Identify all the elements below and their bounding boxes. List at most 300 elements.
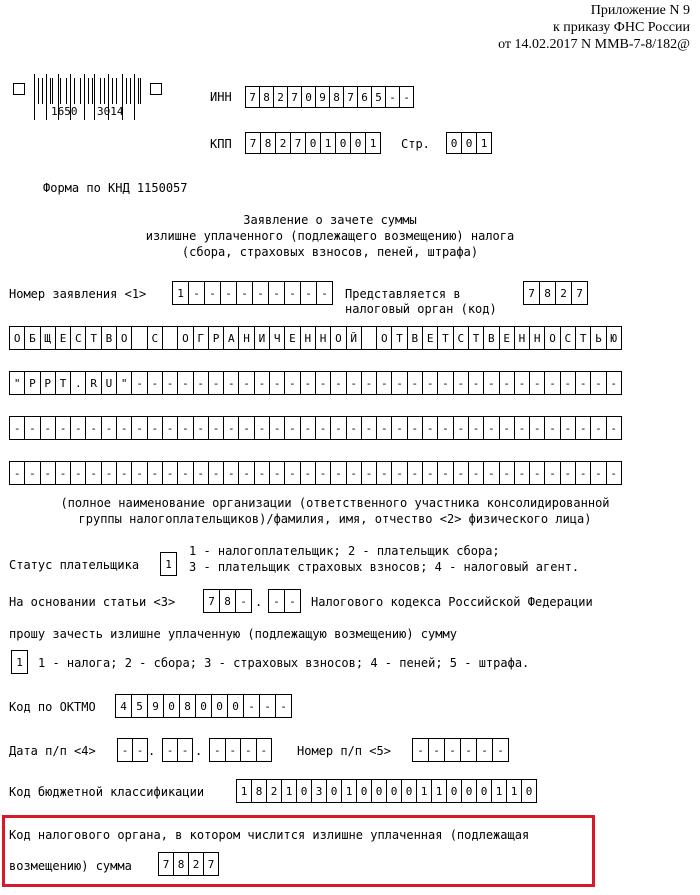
digit-cell: 8	[260, 132, 276, 154]
digit-cell: 2	[266, 779, 282, 803]
digit-cell: -	[162, 371, 178, 395]
digit-cell: -	[412, 738, 429, 762]
barcode-bar	[88, 78, 89, 104]
payer-status-label: Статус плательщика	[9, 558, 140, 572]
digit-cell: "	[9, 371, 25, 395]
digit-cell: 7	[245, 132, 261, 154]
barcode-bar	[140, 78, 141, 104]
digit-cell: -	[209, 738, 226, 762]
digit-cell: С	[560, 326, 576, 350]
digit-cell: -	[55, 416, 71, 440]
digit-cell	[162, 326, 178, 350]
digit-cell: -	[330, 461, 346, 485]
digit-cell: 0	[227, 694, 244, 718]
digit-cell: -	[275, 694, 292, 718]
digit-cell: -	[101, 416, 117, 440]
appendix-header	[498, 2, 690, 53]
digit-cell: -	[254, 416, 270, 440]
digit-cell: 0	[211, 694, 228, 718]
page-number-field[interactable]	[446, 132, 491, 154]
digit-cell: 1	[416, 779, 432, 803]
digit-cell: -	[437, 461, 453, 485]
digit-cell: 0	[305, 132, 321, 154]
digit-cell: -	[606, 416, 622, 440]
digit-cell: -	[85, 416, 101, 440]
digit-cell: -	[407, 461, 423, 485]
digit-cell: 1	[431, 779, 447, 803]
digit-cell: -	[131, 416, 147, 440]
digit-cell: -	[101, 461, 117, 485]
digit-cell: В	[483, 326, 499, 350]
digit-cell: "	[116, 371, 132, 395]
digit-cell: 0	[326, 779, 342, 803]
digit-cell: 8	[173, 852, 189, 876]
digit-cell: Щ	[40, 326, 56, 350]
article-number-field[interactable]	[203, 589, 251, 613]
digit-cell: -	[346, 416, 362, 440]
digit-cell: -	[544, 371, 560, 395]
digit-cell: 8	[179, 694, 196, 718]
form-title	[0, 212, 660, 260]
digit-cell: 8	[539, 281, 556, 305]
digit-cell: -	[437, 416, 453, 440]
digit-cell: -	[162, 738, 178, 762]
overpaid-authority-label-line1: Код налогового органа, в котором числится излишне уплаченная (подлежащая	[9, 828, 530, 842]
digit-cell: -	[300, 281, 317, 305]
digit-cell: -	[238, 416, 254, 440]
digit-cell: Н	[529, 326, 545, 350]
digit-cell: -	[24, 416, 40, 440]
digit-cell: 0	[461, 132, 477, 154]
digit-cell: 1	[160, 552, 177, 576]
digit-cell: -	[361, 416, 377, 440]
digit-cell: -	[116, 416, 132, 440]
barcode-bar	[84, 74, 85, 120]
digit-cell: А	[223, 326, 239, 350]
digit-cell: -	[235, 589, 252, 613]
digit-cell: Е	[499, 326, 515, 350]
digit-cell: 1	[476, 132, 492, 154]
digit-cell: -	[590, 416, 606, 440]
digit-cell: 0	[386, 779, 402, 803]
payment-date-day[interactable]	[117, 738, 147, 762]
digit-cell: Р	[208, 326, 224, 350]
tax-authority-label	[345, 287, 497, 317]
digit-cell: 1	[281, 779, 297, 803]
digit-cell: -	[422, 371, 438, 395]
digit-cell: 8	[251, 779, 267, 803]
digit-cell: 1	[365, 132, 381, 154]
digit-cell: -	[514, 461, 530, 485]
digit-cell: Т	[468, 326, 484, 350]
barcode-bar	[92, 78, 93, 104]
digit-cell: -	[407, 416, 423, 440]
digit-cell: -	[385, 86, 400, 108]
digit-cell: -	[444, 738, 461, 762]
digit-cell: -	[193, 416, 209, 440]
digit-cell: -	[606, 371, 622, 395]
digit-cell: -	[177, 738, 193, 762]
digit-cell: -	[483, 416, 499, 440]
payment-number-field[interactable]	[412, 738, 508, 762]
digit-cell: Н	[514, 326, 530, 350]
application-number-label: Номер заявления <1>	[9, 287, 147, 301]
digit-cell: -	[238, 371, 254, 395]
payment-date-month[interactable]	[162, 738, 192, 762]
appendix-line2: к приказу ФНС России	[552, 20, 690, 35]
digit-cell: -	[223, 371, 239, 395]
barcode-right-number: 3014	[97, 105, 124, 118]
digit-cell: -	[529, 461, 545, 485]
digit-cell: -	[590, 461, 606, 485]
digit-cell: -	[407, 371, 423, 395]
digit-cell: 7	[203, 589, 220, 613]
kbk-field[interactable]	[236, 779, 536, 803]
digit-cell: Ч	[269, 326, 285, 350]
barcode-left-number: 1650	[51, 105, 78, 118]
corner-marker-left	[13, 83, 25, 95]
digit-cell: О	[177, 326, 193, 350]
digit-cell: -	[514, 371, 530, 395]
barcode-bar	[42, 78, 43, 104]
article-label: На основании статьи <3>	[9, 595, 176, 609]
digit-cell: Т	[85, 326, 101, 350]
digit-cell: -	[147, 371, 163, 395]
digit-cell: Й	[346, 326, 362, 350]
digit-cell: -	[422, 461, 438, 485]
payment-number-label: Номер п/п <5>	[297, 744, 391, 758]
barcode-bar	[38, 78, 39, 104]
digit-cell: 7	[571, 281, 588, 305]
overpaid-authority-label-line2: возмещению) сумма	[9, 859, 132, 873]
digit-cell: Н	[315, 326, 331, 350]
digit-cell: -	[204, 281, 221, 305]
request-text: прошу зачесть излишне уплаченную (подлежащую возмещению) сумму	[9, 627, 457, 641]
digit-cell: 8	[219, 589, 236, 613]
digit-cell: -	[223, 416, 239, 440]
digit-cell: -	[453, 416, 469, 440]
digit-cell: Т	[437, 326, 453, 350]
digit-cell: -	[269, 461, 285, 485]
digit-cell: -	[376, 461, 392, 485]
digit-cell: -	[560, 416, 576, 440]
digit-cell: -	[208, 416, 224, 440]
digit-cell: -	[70, 416, 86, 440]
payment-type-description: 1 - налога; 2 - сбора; 3 - страховых взносов; 4 - пеней; 5 - штрафа.	[38, 656, 530, 670]
digit-cell: -	[575, 461, 591, 485]
digit-cell: 3	[311, 779, 327, 803]
digit-cell: -	[236, 281, 253, 305]
payer-status-desc-line1: 1 - налогоплательщик; 2 - плательщик сбора;	[189, 544, 500, 558]
digit-cell: -	[132, 738, 148, 762]
digit-cell: -	[468, 416, 484, 440]
payment-type-field[interactable]	[11, 650, 27, 674]
digit-cell: 2	[188, 852, 204, 876]
digit-cell: 0	[401, 779, 417, 803]
digit-cell: Е	[422, 326, 438, 350]
digit-cell: -	[468, 461, 484, 485]
digit-cell: В	[407, 326, 423, 350]
org-name-row-2[interactable]	[9, 371, 621, 395]
digit-cell: 4	[115, 694, 132, 718]
digit-cell: -	[499, 371, 515, 395]
digit-cell: -	[85, 461, 101, 485]
digit-cell: -	[422, 416, 438, 440]
title-line3: (сбора, страховых взносов, пеней, штрафа)	[181, 245, 479, 259]
digit-cell: -	[193, 461, 209, 485]
digit-cell: 7	[245, 86, 260, 108]
digit-cell: -	[268, 589, 285, 613]
digit-cell: -	[177, 461, 193, 485]
digit-cell: -	[162, 416, 178, 440]
org-name-caption	[0, 495, 670, 527]
digit-cell: О	[376, 326, 392, 350]
payer-status-field[interactable]	[160, 552, 176, 576]
digit-cell: R	[85, 371, 101, 395]
oktmo-field[interactable]	[115, 694, 291, 718]
digit-cell: -	[269, 371, 285, 395]
digit-cell: -	[284, 416, 300, 440]
digit-cell: С	[453, 326, 469, 350]
overpaid-authority-code-field[interactable]	[158, 852, 218, 876]
digit-cell: 0	[195, 694, 212, 718]
digit-cell: -	[606, 461, 622, 485]
digit-cell: 7	[287, 86, 302, 108]
digit-cell: 1	[491, 779, 507, 803]
digit-cell: 0	[446, 779, 462, 803]
digit-cell: -	[284, 281, 301, 305]
digit-cell: -	[40, 461, 56, 485]
oktmo-label: Код по ОКТМО	[9, 700, 96, 714]
appendix-line1: Приложение N 9	[590, 3, 690, 18]
digit-cell: -	[460, 738, 477, 762]
kpp-field[interactable]	[245, 132, 380, 154]
digit-cell: 0	[476, 779, 492, 803]
digit-cell: -	[437, 371, 453, 395]
digit-cell: -	[40, 416, 56, 440]
digit-cell: 0	[521, 779, 537, 803]
payment-date-label: Дата п/п <4>	[9, 744, 96, 758]
corner-marker-right	[150, 83, 162, 95]
barcode-bar	[50, 78, 51, 104]
digit-cell: -	[188, 281, 205, 305]
digit-cell: С	[147, 326, 163, 350]
digit-cell: И	[254, 326, 270, 350]
digit-cell: 1	[236, 779, 252, 803]
digit-cell: 0	[163, 694, 180, 718]
digit-cell: -	[499, 461, 515, 485]
digit-cell: -	[9, 416, 25, 440]
barcode-bar	[66, 78, 67, 104]
digit-cell: О	[330, 326, 346, 350]
digit-cell: -	[256, 738, 273, 762]
digit-cell: -	[284, 461, 300, 485]
barcode-bar	[104, 78, 105, 104]
barcode-bar	[60, 78, 61, 104]
digit-cell: -	[330, 416, 346, 440]
digit-cell: -	[346, 461, 362, 485]
digit-cell: 8	[259, 86, 274, 108]
digit-cell: 0	[371, 779, 387, 803]
barcode-bar	[52, 78, 53, 104]
digit-cell: О	[116, 326, 132, 350]
digit-cell: U	[101, 371, 117, 395]
digit-cell: -	[453, 371, 469, 395]
digit-cell: -	[70, 461, 86, 485]
digit-cell	[361, 326, 377, 350]
digit-cell: Ю	[606, 326, 622, 350]
digit-cell: -	[575, 416, 591, 440]
digit-cell: Г	[193, 326, 209, 350]
barcode-bar	[46, 74, 47, 120]
digit-cell: T	[55, 371, 71, 395]
org-name-row-3[interactable]	[9, 416, 621, 440]
digit-cell: -	[220, 281, 237, 305]
title-line1: Заявление о зачете суммы	[243, 213, 417, 227]
digit-cell: Ь	[590, 326, 606, 350]
digit-cell: -	[177, 371, 193, 395]
highlight-frame	[2, 815, 595, 887]
digit-cell: 9	[147, 694, 164, 718]
article-suffix: Налогового кодекса Российской Федерации	[311, 595, 593, 609]
digit-cell: -	[131, 371, 147, 395]
digit-cell: 2	[273, 86, 288, 108]
digit-cell: -	[492, 738, 509, 762]
digit-cell: 7	[343, 86, 358, 108]
digit-cell: 0	[461, 779, 477, 803]
digit-cell: -	[361, 461, 377, 485]
digit-cell: -	[24, 461, 40, 485]
page-label: Стр.	[401, 137, 430, 151]
digit-cell: -	[529, 416, 545, 440]
digit-cell: -	[254, 371, 270, 395]
tax-authority-code-field[interactable]	[523, 281, 587, 305]
digit-cell: -	[483, 461, 499, 485]
digit-cell: -	[376, 416, 392, 440]
digit-cell: Е	[55, 326, 71, 350]
digit-cell: -	[544, 461, 560, 485]
org-name-row-1[interactable]	[9, 326, 621, 350]
digit-cell: -	[468, 371, 484, 395]
digit-cell: 7	[290, 132, 306, 154]
digit-cell: -	[259, 694, 276, 718]
digit-cell: -	[483, 371, 499, 395]
digit-cell: -	[55, 461, 71, 485]
digit-cell: 0	[350, 132, 366, 154]
barcode-bar	[130, 78, 131, 104]
digit-cell: -	[514, 416, 530, 440]
digit-cell: -	[162, 461, 178, 485]
digit-cell: P	[24, 371, 40, 395]
barcode-bar	[112, 78, 113, 104]
inn-label: ИНН	[210, 90, 232, 104]
digit-cell: В	[101, 326, 117, 350]
barcode-bar	[80, 78, 81, 104]
digit-cell: -	[117, 738, 133, 762]
digit-cell: 0	[356, 779, 372, 803]
digit-cell: 6	[357, 86, 372, 108]
kbk-label: Код бюджетной классификации	[9, 785, 205, 799]
digit-cell: -	[147, 416, 163, 440]
digit-cell: -	[208, 461, 224, 485]
digit-cell: -	[499, 416, 515, 440]
digit-cell: 8	[329, 86, 344, 108]
digit-cell: -	[116, 461, 132, 485]
payment-date-year[interactable]	[209, 738, 271, 762]
digit-cell: -	[284, 371, 300, 395]
digit-cell: 2	[555, 281, 572, 305]
digit-cell: 7	[158, 852, 174, 876]
org-name-row-4[interactable]	[9, 461, 621, 485]
digit-cell: -	[300, 371, 316, 395]
digit-cell: -	[544, 416, 560, 440]
digit-cell: 7	[523, 281, 540, 305]
digit-cell: P	[40, 371, 56, 395]
digit-cell: -	[300, 461, 316, 485]
digit-cell: -	[240, 738, 257, 762]
barcode-bar	[94, 74, 95, 120]
payer-status-description	[189, 543, 579, 575]
digit-cell: 1	[172, 281, 189, 305]
org-caption-line2: группы налогоплательщиков)/фамилия, имя, отчество <2> физического лица)	[78, 512, 592, 526]
digit-cell: 9	[315, 86, 330, 108]
article-subnumber-field[interactable]	[268, 589, 300, 613]
digit-cell: -	[9, 461, 25, 485]
digit-cell: -	[269, 416, 285, 440]
inn-field[interactable]	[245, 86, 413, 108]
digit-cell: -	[428, 738, 445, 762]
digit-cell: -	[391, 416, 407, 440]
digit-cell: 1	[506, 779, 522, 803]
digit-cell: Н	[238, 326, 254, 350]
tax-authority-label-line1: Представляется в	[345, 287, 461, 301]
kpp-label: КПП	[210, 137, 232, 151]
digit-cell: -	[131, 461, 147, 485]
barcode-bar	[74, 78, 75, 104]
title-line2: излишне уплаченного (подлежащего возмещению) налога	[145, 229, 515, 243]
digit-cell: -	[225, 738, 242, 762]
digit-cell: О	[9, 326, 25, 350]
digit-cell: -	[315, 371, 331, 395]
appendix-line3: от 14.02.2017 N ММВ-7-8/182@	[498, 37, 690, 52]
barcode-bar	[100, 78, 101, 104]
digit-cell: -	[346, 371, 362, 395]
digit-cell: 0	[446, 132, 462, 154]
digit-cell: -	[529, 371, 545, 395]
form-code: Форма по КНД 1150057	[43, 181, 188, 195]
digit-cell: -	[316, 281, 333, 305]
digit-cell: 0	[296, 779, 312, 803]
barcode-bar	[138, 78, 139, 104]
digit-cell: 1	[11, 650, 28, 674]
digit-cell: -	[300, 416, 316, 440]
digit-cell: -	[330, 371, 346, 395]
digit-cell: .	[70, 371, 86, 395]
application-number-field[interactable]	[172, 281, 332, 305]
digit-cell: -	[238, 461, 254, 485]
barcode-bar	[116, 78, 117, 104]
digit-cell: -	[193, 371, 209, 395]
digit-cell: 5	[131, 694, 148, 718]
digit-cell: 0	[335, 132, 351, 154]
digit-cell: -	[560, 371, 576, 395]
digit-cell: 0	[301, 86, 316, 108]
tax-authority-label-line2: налоговый орган (код)	[345, 302, 497, 316]
digit-cell: -	[399, 86, 414, 108]
barcode-bar	[134, 74, 135, 120]
digit-cell: -	[453, 461, 469, 485]
digit-cell: -	[254, 461, 270, 485]
